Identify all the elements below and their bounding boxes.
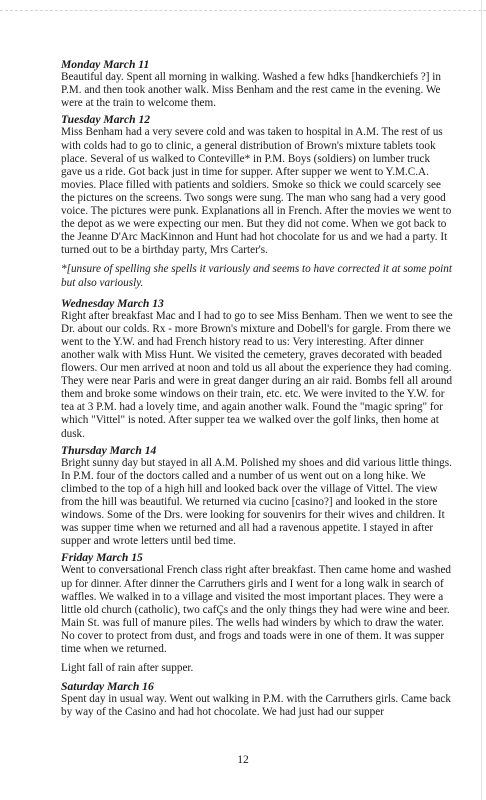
page-number: 12 <box>237 753 249 766</box>
entry-friday-march-15 <box>61 551 453 675</box>
entry-wednesday-march-13 <box>61 297 453 441</box>
entry-heading: Saturday March 16 <box>61 680 154 694</box>
entry-body: Beautiful day. Spent all morning in walking. Washed a few hdks [handkerchiefs ?] in P.M. and then took another walk. Miss Benham and the rest came in the evening. We were at the train to welcome them. <box>61 71 441 110</box>
editor-note: *[unsure of spelling she spells it variously and seems to have corrected it at some point but also variously. <box>61 263 452 289</box>
page-top-edge <box>0 0 486 11</box>
entry-monday-march-11 <box>61 58 453 110</box>
entry-heading: Thursday March 14 <box>61 443 157 457</box>
entry-heading: Friday March 15 <box>61 551 143 565</box>
entry-body: Went to conversational French class right after breakfast. Then came home and washed up for dinner. After dinner the Carruthers girls and I went for a long walk in search of waffles. We walked in to a village and visited the most important places. They were a little old church (catholic), two cafÇs and the only things they had were wine and beer. Main St. was full of manure piles. The wells had winders by which to draw the water. No cover to protect from dust, and frogs and toads were in one of them. It was supper time when we returned. <box>61 564 451 656</box>
entry-heading: Tuesday March 12 <box>61 113 151 127</box>
entry-heading: Monday March 11 <box>61 58 150 71</box>
entry-addendum: Light fall of rain after supper. <box>61 662 194 675</box>
page-right-edge <box>481 0 482 800</box>
entry-tuesday-march-12 <box>61 113 453 289</box>
entry-body: Spent day in usual way. Went out walking in P.M. with the Carruthers girls. Came back by way of the Casino and had hot chocolate. We had just had our supper <box>61 693 451 719</box>
entry-heading: Wednesday March 13 <box>61 296 164 310</box>
entry-saturday-march-16 <box>61 680 453 719</box>
entry-body: Bright sunny day but stayed in all A.M. Polished my shoes and did various little things. In P.M. four of the doctors called and a number of us went out on a long hike. We climbed to the top of a high hill and looked back over the village of Vittel. The view from the hill was beautiful. We returned via cucino [casino?] and looked in the store windows. Some of the Drs. were looking for souvenirs for their wives and children. It was supper time when we returned and all had a ravenous appetite. I stayed in after supper and wrote letters until bed time. <box>61 456 452 548</box>
entry-thursday-march-14 <box>61 444 453 549</box>
diary-page <box>61 58 453 723</box>
entry-body: Miss Benham had a very severe cold and was taken to hospital in A.M. The rest of us with colds had to go to clinic, a general distribution of Brown's mixture tablets took place. Several of us walked to Conteville* in P.M. Boys (soldiers) on lumber truck gave us a ride. Got back just in time for supper. After supper we went to Y.M.C.A. movies. Place filled with patients and soldiers. Smoke so thick we could scarcely see the pictures on the screens. Two songs were sung. The man who sang had a very good voice. The pictures were punk. Explanations all in French. After the movies we went to the depot as we were expecting our men. But they did not come. When we got back to the Jeanne D'Arc MacKinnon and Hunt had hot chocolate for us and we had a party. It turned out to be a birthday party, Mrs Carter's. <box>61 126 452 257</box>
entry-body: Right after breakfast Mac and I had to go to see Miss Benham. Then we went to see the Dr. about our colds. Rx - more Brown's mixture and Dobell's for gargle. From there we went to the Y.W. and had French history read to us: Very interesting. After dinner another walk with Miss Hunt. We visited the cemetery, graves decorated with beaded flowers. Our men arrived at noon and told us all about the experience they had coming. They were near Paris and were in great danger during an air raid. Bombs fell all around them and broke some windows on their train, etc. etc. We were invited to the Y.W. for tea at 3 P.M. had a lovely time, and again another walk. Found the "magic spring" for which "Vittel" is noted. After supper tea we walked over the golf links, then home at dusk. <box>61 309 453 440</box>
